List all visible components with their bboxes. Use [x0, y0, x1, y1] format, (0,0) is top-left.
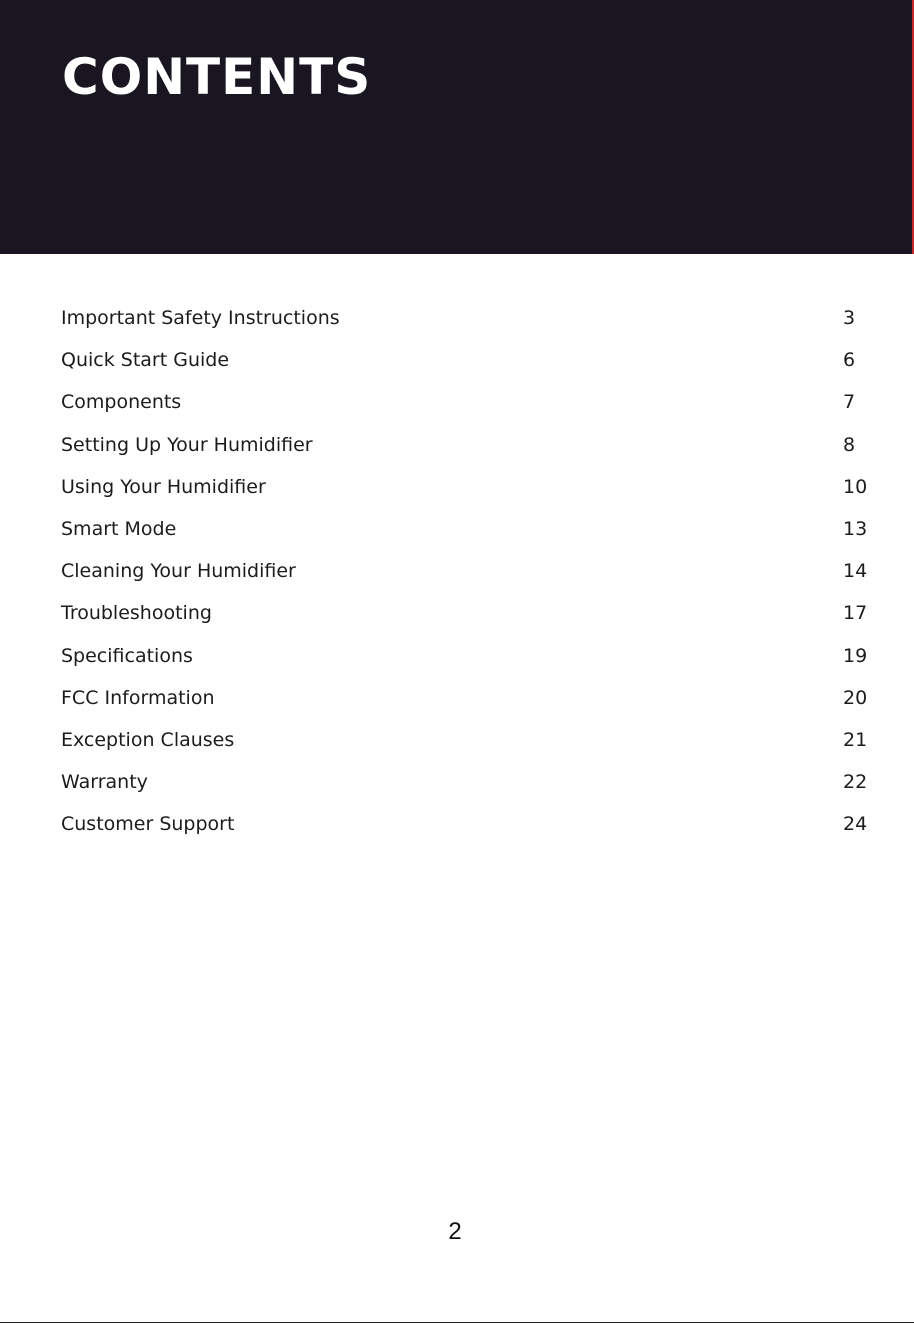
toc-entry[interactable]	[0, 635, 914, 677]
toc-entry-label: Important Safety Instructions	[61, 307, 340, 329]
toc-entry-label: Setting Up Your Humidifier	[61, 433, 313, 456]
toc-entry[interactable]	[0, 297, 914, 339]
toc-entry-page: 20	[843, 686, 868, 709]
toc-entry-label: Using Your Humidifier	[61, 475, 266, 498]
table-of-contents	[0, 297, 914, 845]
toc-entry[interactable]	[0, 424, 914, 466]
toc-entry[interactable]	[0, 761, 914, 803]
toc-entry-page: 10	[843, 475, 868, 498]
toc-entry-label: Quick Start Guide	[61, 349, 230, 372]
toc-entry[interactable]	[0, 592, 914, 634]
toc-entry-label: Customer Support	[61, 813, 235, 836]
toc-entry-page: 19	[843, 644, 868, 667]
toc-entry-page: 14	[843, 560, 868, 583]
toc-entry-label: Components	[61, 391, 182, 414]
toc-entry-label: Smart Mode	[61, 517, 177, 540]
toc-entry-page: 6	[843, 349, 856, 372]
toc-entry[interactable]	[0, 508, 914, 550]
toc-entry-page: 3	[843, 307, 856, 329]
bottom-divider	[0, 1322, 914, 1323]
toc-entry-page: 13	[843, 517, 868, 540]
toc-entry-page: 21	[843, 728, 868, 751]
page-title: CONTENTS	[62, 48, 372, 106]
toc-entry[interactable]	[0, 719, 914, 761]
toc-entry[interactable]	[0, 677, 914, 719]
toc-entry-label: Troubleshooting	[61, 602, 212, 625]
toc-entry-page: 7	[843, 391, 856, 414]
toc-entry-label: Exception Clauses	[61, 728, 235, 751]
toc-entry[interactable]	[0, 550, 914, 592]
toc-entry-page: 17	[843, 602, 868, 625]
toc-entry-page: 24	[843, 813, 868, 836]
page-number: 2	[448, 1218, 462, 1245]
toc-entry[interactable]	[0, 466, 914, 508]
toc-entry[interactable]	[0, 803, 914, 845]
toc-entry[interactable]	[0, 339, 914, 381]
contents-header	[0, 0, 914, 254]
toc-entry-page: 8	[843, 433, 856, 456]
toc-entry[interactable]	[0, 381, 914, 423]
toc-entry-label: Specifications	[61, 644, 193, 667]
toc-entry-label: Cleaning Your Humidifier	[61, 560, 296, 583]
toc-entry-label: FCC Information	[61, 686, 215, 709]
toc-entry-label: Warranty	[61, 771, 148, 794]
toc-entry-page: 22	[843, 771, 868, 794]
